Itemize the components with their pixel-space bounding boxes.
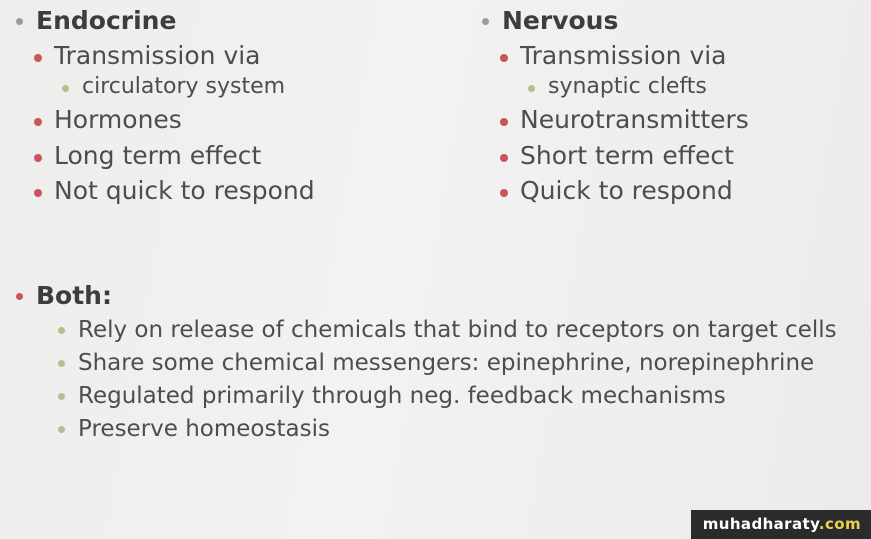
nervous-list [476,6,871,207]
bullet-red-icon [500,189,508,197]
bullet-green-icon [58,393,65,400]
list-item: Long term effect [10,141,470,172]
list-item: Share some chemical messengers: epinephrine, norepinephrine [10,349,871,377]
list-item: Rely on release of chemicals that bind to receptors on target cells [10,316,871,344]
bullet-green-icon [58,426,65,433]
column-nervous [470,6,871,207]
bullet-red-icon [16,293,23,300]
list-item: Preserve homeostasis [10,415,871,443]
bullet-red-icon [34,154,42,162]
list-item: synaptic clefts [476,74,871,100]
bullet-green-icon [58,360,65,367]
bullet-red-icon [500,118,508,126]
list-item: Short term effect [476,141,871,172]
watermark-text: muhadharaty [702,515,819,533]
list-item: Quick to respond [476,176,871,207]
list-item: Hormones [10,105,470,136]
bullet-red-icon [34,118,42,126]
heading-endocrine: Endocrine [10,6,470,36]
bullet-gray-icon [482,18,489,25]
column-endocrine [0,6,470,207]
heading-both: Both: [10,281,871,311]
bullet-green-icon [58,327,65,334]
bullet-red-icon [500,154,508,162]
bullet-red-icon [34,189,42,197]
bullet-red-icon [34,54,42,62]
bullet-green-icon [62,85,69,92]
list-item: Transmission via [10,41,470,72]
list-item: Transmission via [476,41,871,72]
bullet-green-icon [528,85,535,92]
both-list [10,281,871,443]
list-item: Neurotransmitters [476,105,871,136]
two-column-comparison [0,6,871,207]
list-item: Not quick to respond [10,176,470,207]
bullet-red-icon [500,54,508,62]
section-both [0,281,871,443]
list-item: Regulated primarily through neg. feedback mechanisms [10,382,871,410]
list-item: circulatory system [10,74,470,100]
endocrine-list [10,6,470,207]
heading-nervous: Nervous [476,6,871,36]
bullet-gray-icon [16,18,23,25]
watermark-suffix: .com [818,515,861,533]
watermark [691,510,871,539]
